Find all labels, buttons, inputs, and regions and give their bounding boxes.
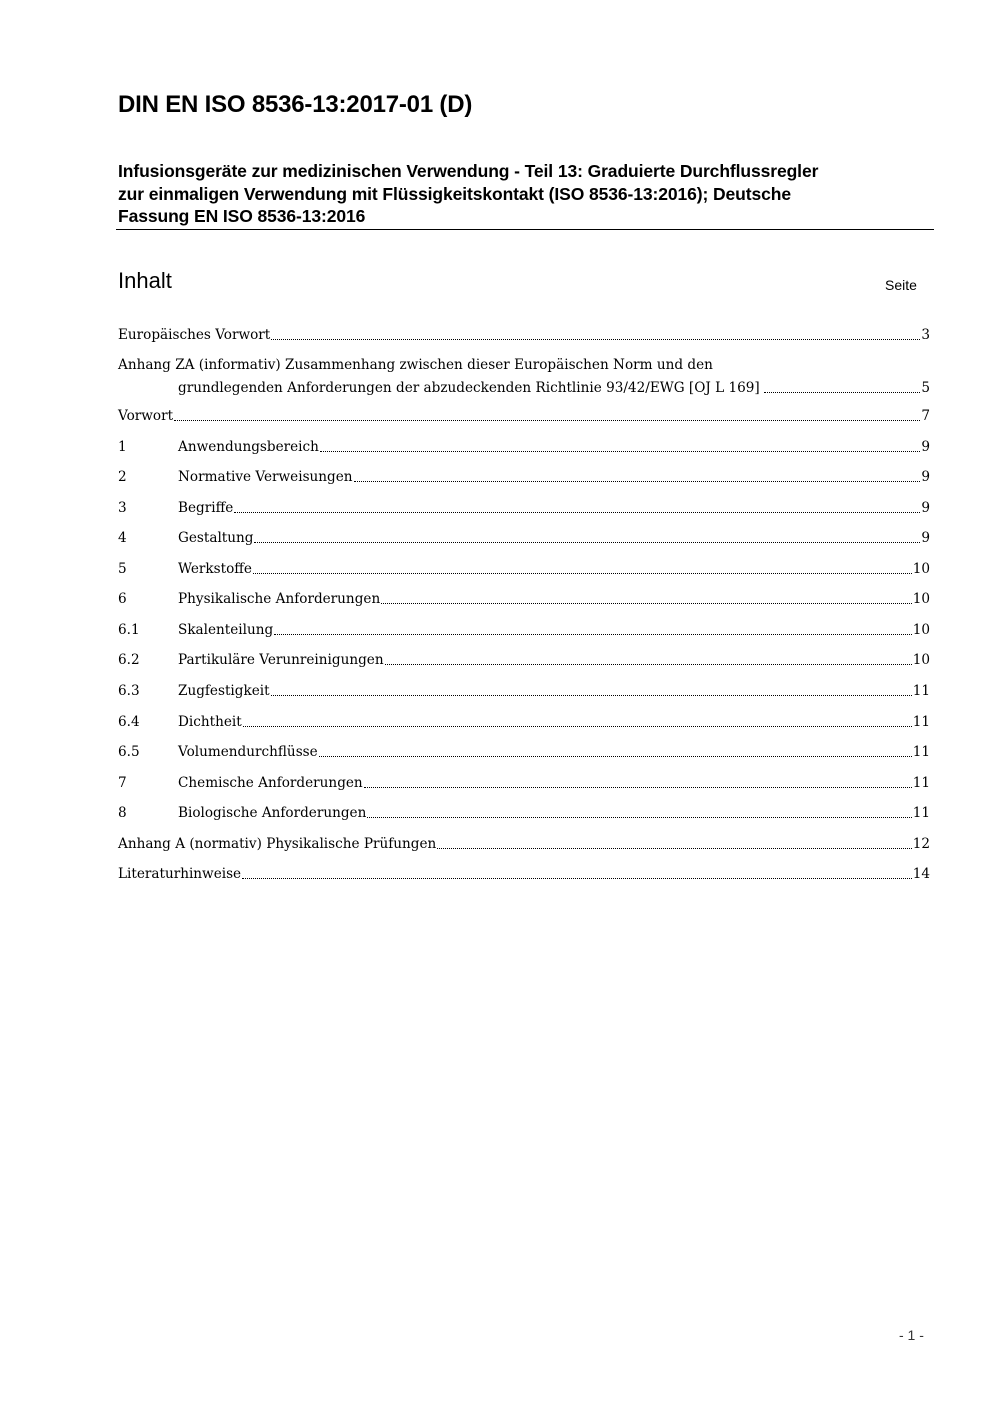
- toc-leader-dots: [271, 339, 920, 340]
- toc-leader-dots: [319, 756, 912, 757]
- toc-entry-page: 9: [921, 530, 930, 546]
- toc-entry-1[interactable]: [118, 437, 930, 457]
- toc-page-column-label: Seite: [885, 277, 917, 293]
- toc-entry-europaeisches-vorwort[interactable]: [118, 325, 930, 345]
- toc-entry-anhang-a[interactable]: [118, 834, 930, 854]
- toc-entry-6-1[interactable]: [118, 620, 930, 640]
- toc-entry-label: Europäisches Vorwort: [118, 327, 271, 343]
- toc-entry-label: Begriffe: [178, 500, 234, 516]
- toc-entry-label: Anhang A (normativ) Physikalische Prüfungen: [118, 836, 437, 852]
- toc-leader-dots: [253, 573, 912, 574]
- toc-entry-number: 3: [118, 500, 127, 516]
- toc-leader-dots: [271, 695, 912, 696]
- toc-entry-anhang-za[interactable]: [118, 355, 930, 398]
- toc-entry-6-3[interactable]: [118, 681, 930, 701]
- toc-leader-dots: [254, 542, 920, 543]
- toc-entry-number: 7: [118, 775, 127, 791]
- toc-entry-6-2[interactable]: [118, 650, 930, 670]
- toc-entry-7[interactable]: [118, 773, 930, 793]
- toc-entry-label: Dichtheit: [178, 714, 242, 730]
- toc-entry-page: 9: [921, 439, 930, 455]
- toc-entry-page: 12: [912, 836, 930, 852]
- toc-leader-dots: [367, 817, 911, 818]
- subtitle-line: Fassung EN ISO 8536-13:2016: [118, 206, 366, 226]
- toc-entry-label: Partikuläre Verunreinigungen: [178, 652, 384, 668]
- toc-entry-label: Skalenteilung: [178, 622, 274, 638]
- toc-entry-label: Normative Verweisungen: [178, 469, 353, 485]
- toc-entry-number: 1: [118, 439, 127, 455]
- toc-entry-page: 11: [912, 744, 930, 760]
- toc-entry-number: 8: [118, 805, 127, 821]
- toc-entry-8[interactable]: [118, 803, 930, 823]
- toc-entry-label: Literaturhinweise: [118, 866, 242, 882]
- toc-leader-dots: [242, 878, 912, 879]
- toc-entry-page: 11: [912, 683, 930, 699]
- toc-entry-page: 10: [912, 622, 930, 638]
- toc-entry-page: 11: [912, 775, 930, 791]
- toc-entry-5[interactable]: [118, 559, 930, 579]
- toc-leader-dots: [243, 726, 912, 727]
- toc-entry-page: 5: [921, 380, 930, 396]
- toc-entry-4[interactable]: [118, 528, 930, 548]
- toc-entry-number: 6.3: [118, 683, 140, 699]
- toc-entry-number: 2: [118, 469, 127, 485]
- page-number: - 1 -: [899, 1327, 924, 1343]
- toc-entry-label-line1: Anhang ZA (informativ) Zusammenhang zwischen dieser Europäischen Norm und den: [118, 357, 713, 373]
- toc-leader-dots: [364, 787, 912, 788]
- toc-leader-dots: [234, 512, 920, 513]
- document-subtitle: [118, 160, 938, 228]
- toc-entry-number: 6: [118, 591, 127, 607]
- subtitle-line: Infusionsgeräte zur medizinischen Verwendung - Teil 13: Graduierte Durchflussregler: [118, 161, 819, 181]
- toc-entry-label-line2: grundlegenden Anforderungen der abzudeckenden Richtlinie 93/42/EWG [OJ L 169]: [178, 380, 760, 396]
- title-divider: [116, 229, 934, 230]
- toc-entry-label: Chemische Anforderungen: [178, 775, 363, 791]
- toc-entry-number: 6.2: [118, 652, 140, 668]
- toc-entry-page: 9: [921, 469, 930, 485]
- toc-entry-label: Zugfestigkeit: [178, 683, 270, 699]
- toc-entry-number: 4: [118, 530, 127, 546]
- toc-entry-page: 14: [912, 866, 930, 882]
- toc-leader-dots: [385, 664, 912, 665]
- toc-entry-6-4[interactable]: [118, 712, 930, 732]
- toc-leader-dots: [437, 848, 911, 849]
- toc-entry-literaturhinweise[interactable]: [118, 864, 930, 884]
- subtitle-line: zur einmaligen Verwendung mit Flüssigkeitskontakt (ISO 8536-13:2016); Deutsche: [118, 183, 791, 204]
- toc-entry-number: 6.4: [118, 714, 140, 730]
- toc-leader-dots: [354, 481, 921, 482]
- toc-entry-page: 10: [912, 652, 930, 668]
- toc-leader-dots: [174, 420, 920, 421]
- toc-entry-number: 6.1: [118, 622, 140, 638]
- toc-entry-label: Biologische Anforderungen: [178, 805, 367, 821]
- toc-entry-6[interactable]: [118, 589, 930, 609]
- toc-entry-6-5[interactable]: [118, 742, 930, 762]
- toc-entry-page: 11: [912, 714, 930, 730]
- toc-leader-dots: [274, 634, 911, 635]
- toc-entry-number: 6.5: [118, 744, 140, 760]
- toc-entry-page: 10: [912, 591, 930, 607]
- toc-entry-vorwort[interactable]: [118, 406, 930, 426]
- toc-entry-3[interactable]: [118, 498, 930, 518]
- toc-entry-page: 9: [921, 500, 930, 516]
- toc-heading: Inhalt: [118, 268, 172, 293]
- toc-entry-label: Volumendurchflüsse: [178, 744, 318, 760]
- toc-entry-label: Werkstoffe: [178, 561, 252, 577]
- toc-entry-page: 7: [921, 408, 930, 424]
- toc-entry-number: 5: [118, 561, 127, 577]
- toc-leader-dots: [764, 392, 921, 393]
- toc-entry-label: Anwendungsbereich: [178, 439, 319, 455]
- toc-leader-dots: [320, 451, 920, 452]
- toc-entry-page: 11: [912, 805, 930, 821]
- toc-entry-label: Gestaltung: [178, 530, 254, 546]
- toc-entry-2[interactable]: [118, 467, 930, 487]
- toc-entry-label: Physikalische Anforderungen: [178, 591, 381, 607]
- toc-entry-page: 10: [912, 561, 930, 577]
- toc-entry-label: Vorwort: [118, 408, 174, 424]
- document-title: DIN EN ISO 8536-13:2017-01 (D): [118, 91, 473, 118]
- toc-leader-dots: [381, 603, 911, 604]
- toc-entry-page: 3: [921, 327, 930, 343]
